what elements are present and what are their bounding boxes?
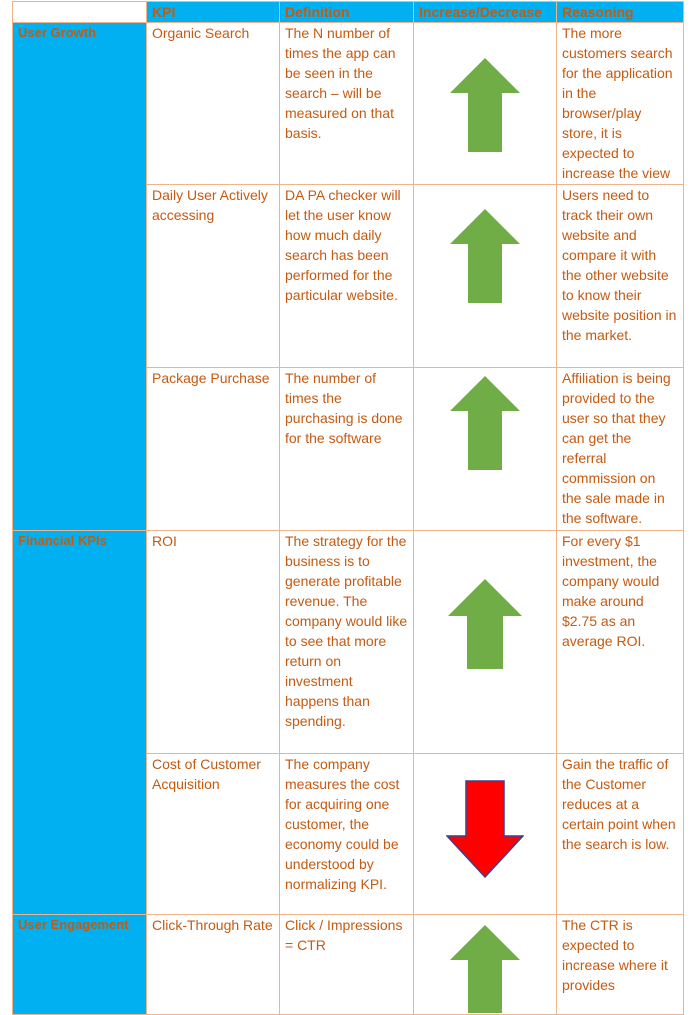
reasoning-cell: The CTR is expected to increase where it provides [557,915,684,1015]
definition-cell: The company measures the cost for acquiring one customer, the economy could be understood by normalizing KPI. [280,754,414,915]
reasoning-cell: Affiliation is being provided to the user so that they can get the referral commission on the sale made in the software. [557,368,684,531]
definition-text: DA PA checker will let the user know how much daily search has been performed for the particular website. [285,187,401,303]
down-arrow-icon [446,780,524,878]
kpi-cell: Click-Through Rate [147,915,280,1015]
header-definition: Definition [280,2,414,23]
header-reasoning: Reasoning [557,2,684,23]
kpi-cell: Organic Search [147,23,280,185]
direction-cell [414,23,557,185]
definition-cell [280,185,414,368]
table-row [13,915,684,1015]
definition-cell: The N number of times the app can be seen in the search – will be measured on that basis. [280,23,414,185]
header-blank [13,2,147,23]
direction-cell [414,368,557,531]
up-arrow-icon [450,376,520,470]
kpi-table [12,1,684,1015]
kpi-cell: ROI [147,531,280,754]
definition-cell: The number of times the purchasing is done for the software [280,368,414,531]
category-user-growth: User Growth [13,23,147,531]
kpi-cell: Daily User Actively accessing [147,185,280,368]
up-arrow-icon [450,925,520,1013]
direction-cell [414,185,557,368]
table-row [13,531,684,754]
direction-cell [414,531,557,754]
header-kpi: KPI [147,2,280,23]
kpi-cell: Package Purchase [147,368,280,531]
reasoning-cell: For every $1 investment, the company would make around $2.75 as an average ROI. [557,531,684,754]
reasoning-cell: Users need to track their own website and compare it with the other website to know their website position in the market. [557,185,684,368]
direction-cell [414,754,557,915]
category-financial-kpis: Financial KPIs [13,531,147,915]
header-increase-decrease: Increase/Decrease [414,2,557,23]
definition-cell: The strategy for the business is to generate profitable revenue. The company would like to see that more return on investment happens than spending. [280,531,414,754]
up-arrow-icon [450,209,520,303]
definition-cell: Click / Impressions = CTR [280,915,414,1015]
reasoning-cell: The more customers search for the application in the browser/play store, it is expected to increase the view [557,23,684,185]
reasoning-cell: Gain the traffic of the Customer reduces at a certain point when the search is low. [557,754,684,915]
up-arrow-icon [448,579,522,669]
kpi-cell: Cost of Customer Acquisition [147,754,280,915]
category-user-engagement: User Engagement [13,915,147,1015]
table-row [13,23,684,185]
header-row [13,2,684,23]
up-arrow-icon [450,58,520,152]
direction-cell [414,915,557,1015]
